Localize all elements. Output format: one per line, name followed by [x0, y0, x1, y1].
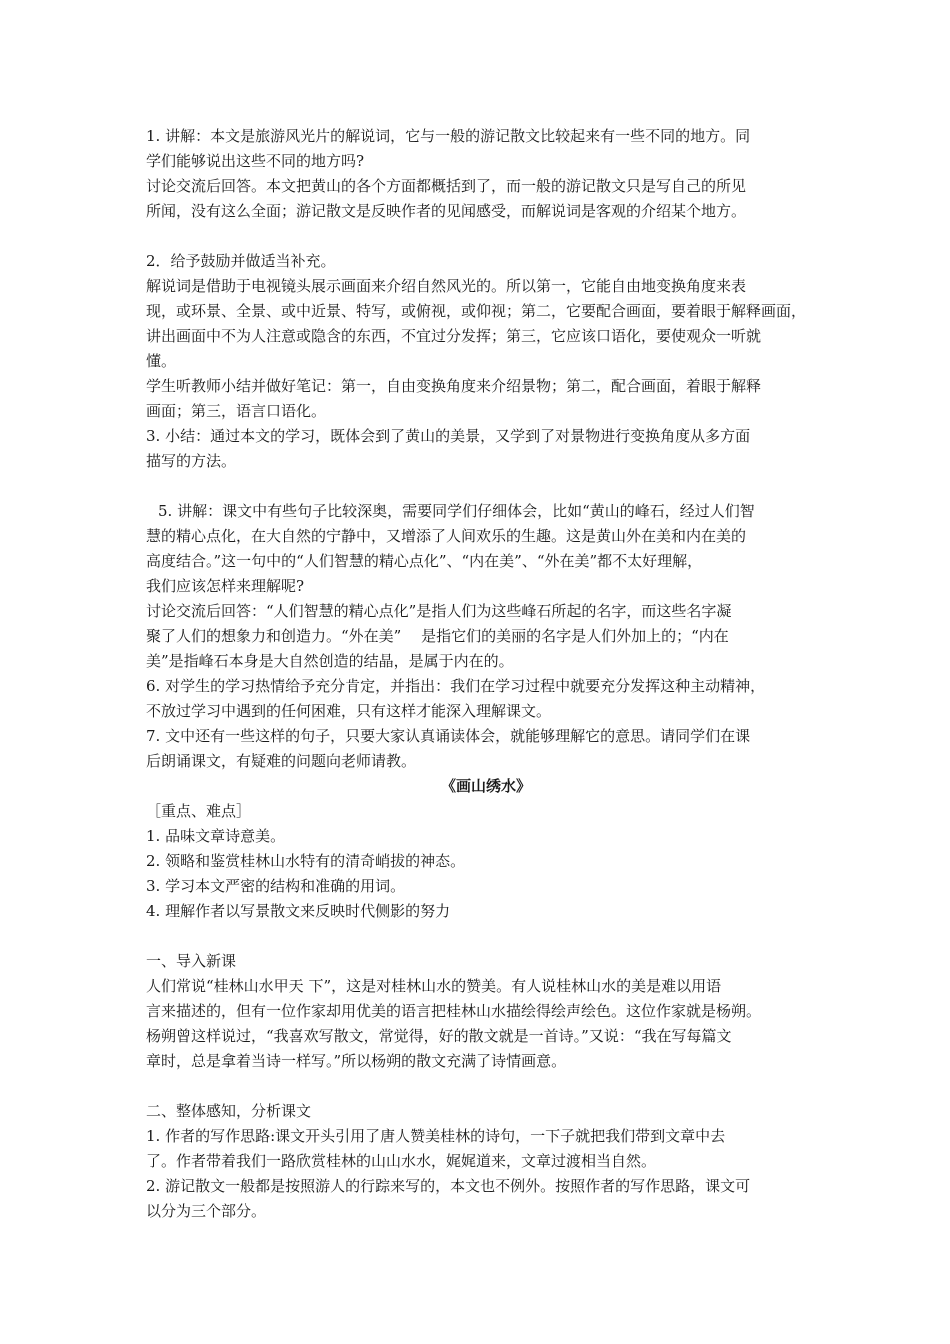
paragraph-line: 聚了人们的想象力和创造力。“外在美” 是指它们的美丽的名字是人们外加上的；“内在	[146, 627, 729, 645]
spacer	[146, 924, 826, 949]
paragraph-line: 不放过学习中遇到的任何困难，只有这样才能深入理解课文。	[146, 702, 552, 720]
paragraph-line: 学生听教师小结并做好笔记：第一，自由变换角度来介绍景物；第二，配合画面，着眼于解释	[146, 377, 762, 395]
paragraph-line: 学们能够说出这些不同的地方吗?	[146, 152, 365, 170]
paragraph-line: 2．给予鼓励并做适当补充。	[146, 252, 336, 270]
paragraph-line: 7. 文中还有一些这样的句子，只要大家认真诵读体会，就能够理解它的意思。请同学们在课	[146, 727, 751, 745]
paragraph-line: 以分为三个部分。	[146, 1202, 267, 1220]
spacer	[146, 224, 826, 249]
spacer	[146, 1074, 826, 1099]
paragraph-line: 后朗诵课文，有疑难的问题向老师请教。	[146, 752, 417, 770]
list-item: 1. 品味文章诗意美。	[146, 827, 286, 845]
paragraph-line: 2. 游记散文一般都是按照游人的行踪来写的，本文也不例外。按照作者的写作思路，课文可	[146, 1177, 751, 1195]
paragraph-line: 讨论交流后回答：“人们智慧的精心点化”是指人们为这些峰石所起的名字，而这些名字凝	[146, 602, 732, 620]
paragraph-line: 讨论交流后回答。本文把黄山的各个方面都概括到了，而一般的游记散文只是写自己的所见	[146, 177, 747, 195]
key-points-heading: ［重点、难点］	[146, 802, 252, 820]
section-1	[146, 124, 826, 224]
paragraph-line: 描写的方法。	[146, 452, 237, 470]
paragraph-line: 6. 对学生的学习热情给予充分肯定，并指出：我们在学习过程中就要充分发挥这种主动精神，	[146, 677, 766, 695]
paragraph-line: 杨朔曾这样说过，“我喜欢写散文，常觉得，好的散文就是一首诗。”又说：“我在写每篇文	[146, 1027, 732, 1045]
document-page	[146, 124, 826, 1224]
section-heading: 二、整体感知，分析课文	[146, 1102, 312, 1120]
list-item: 3. 学习本文严密的结构和准确的用词。	[146, 877, 406, 895]
paragraph-line: 言来描述的，但有一位作家却用优美的语言把桂林山水描绘得绘声绘色。这位作家就是杨朔。	[146, 1002, 762, 1020]
lesson-title: 《画山绣水》	[440, 777, 531, 795]
section-5	[146, 499, 826, 774]
paragraph-line: 1. 作者的写作思路:课文开头引用了唐人赞美桂林的诗句，一下子就把我们带到文章中去	[146, 1127, 726, 1145]
paragraph-line: 高度结合。”这一句中的“人们智慧的精心点化”、“内在美”、“外在美”都不太好理解，	[146, 552, 703, 570]
paragraph-line: 现，或环景、全景、或中近景、特写，或俯视，或仰视；第二，它要配合画面，要着眼于解释画面，	[146, 302, 807, 320]
intro-section	[146, 949, 826, 1074]
key-points	[146, 799, 826, 924]
paragraph-line: 1. 讲解：本文是旅游风光片的解说词，它与一般的游记散文比较起来有一些不同的地方。同	[146, 127, 751, 145]
paragraph-line: 了。作者带着我们一路欣赏桂林的山山水水，娓娓道来，文章过渡相当自然。	[146, 1152, 657, 1170]
paragraph-line: 3. 小结：通过本文的学习，既体会到了黄山的美景，又学到了对景物进行变换角度从多方面	[146, 427, 751, 445]
paragraph-line: 人们常说“桂林山水甲天 下”，这是对桂林山水的赞美。有人说桂林山水的美是难以用语	[146, 977, 722, 995]
spacer	[146, 474, 826, 499]
paragraph-line: 5. 讲解：课文中有些句子比较深奥，需要同学们仔细体会，比如“黄山的峰石，经过人们智	[158, 502, 755, 520]
paragraph-line: 讲出画面中不为人注意或隐含的东西，不宜过分发挥；第三，它应该口语化，要使观众一听就	[146, 327, 762, 345]
section-heading: 一、导入新课	[146, 952, 237, 970]
paragraph-line: 画面；第三，语言口语化。	[146, 402, 327, 420]
paragraph-line: 美”是指峰石本身是大自然创造的结晶，是属于内在的。	[146, 652, 514, 670]
paragraph-line: 懂。	[146, 352, 177, 370]
paragraph-line: 慧的精心点化，在大自然的宁静中，又增添了人间欢乐的生趣。这是黄山外在美和内在美的	[146, 527, 747, 545]
paragraph-line: 解说词是借助于电视镜头展示画面来介绍自然风光的。所以第一，它能自由地变换角度来表	[146, 277, 747, 295]
analysis-section	[146, 1099, 826, 1224]
list-item: 2. 领略和鉴赏桂林山水特有的清奇峭拔的神态。	[146, 852, 466, 870]
paragraph-line: 章时，总是拿着当诗一样写。”所以杨朔的散文充满了诗情画意。	[146, 1052, 567, 1070]
section-2	[146, 249, 826, 474]
list-item: 4. 理解作者以写景散文来反映时代侧影的努力	[146, 902, 451, 920]
paragraph-line: 我们应该怎样来理解呢?	[146, 577, 305, 595]
paragraph-line: 所闻，没有这么全面；游记散文是反映作者的见闻感受，而解说词是客观的介绍某个地方。	[146, 202, 747, 220]
